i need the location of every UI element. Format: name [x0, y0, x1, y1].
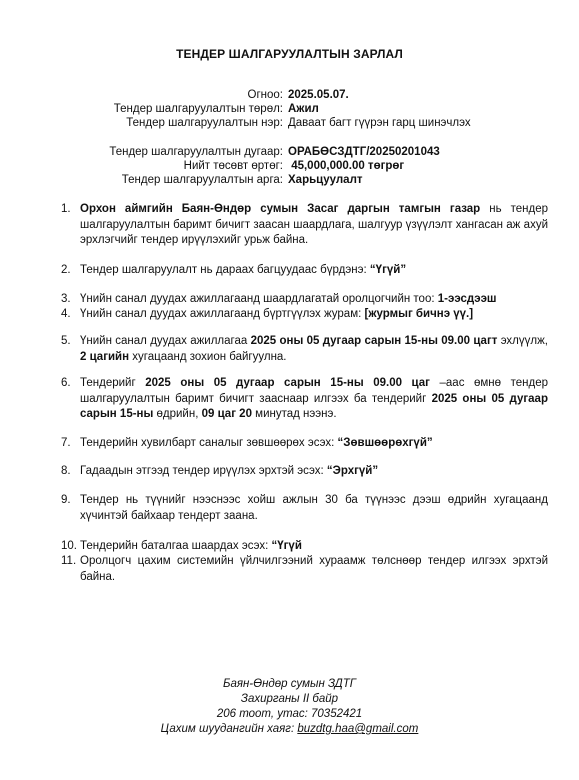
clause-number: 3.: [61, 293, 71, 305]
clause-number: 5.: [61, 335, 71, 347]
clause-text-bold: 09 цаг 20: [201, 408, 252, 420]
info-label: Нийт төсөвт өртөг:: [183, 160, 283, 172]
clause-text-run: Тендерийн баталгаа шаардах эсэх:: [80, 540, 272, 552]
info-value: 45,000,000.00 төгрөг: [288, 160, 405, 172]
footer-email-label: Цахим шуудангийн хаяг:: [160, 723, 298, 735]
clause-text-run: Тендер нь түүнийг нээснээс хойш ажлын 30 ба түүнээс дээш өдрийн хугацаанд хүчинтэй байхаар тендерт заана.: [80, 494, 548, 522]
clause-text-bold: “Үгүй”: [369, 264, 407, 276]
clause-text: [80, 493, 548, 524]
clause-text-run: минутад нээнэ.: [251, 408, 337, 420]
clause-text: [80, 292, 548, 308]
clause-number: 11.: [61, 555, 77, 567]
clause-text-bold: [журмыг бичнэ үү.]: [364, 308, 474, 320]
info-value: ОРАБӨСЗДТГ/20250201043: [288, 146, 440, 158]
clause-text-bold: 2025 оны 05 дугаар сарын 15-ны 09.00 цаг: [145, 377, 430, 389]
clause-text-run: Тендер шалгаруулалт нь дараах багцуудаас бүрдэнэ:: [80, 264, 370, 276]
clause-text-bold: 2025 оны 05 дугаар сарын 15-ны: [80, 392, 548, 420]
clause-number: 7.: [61, 437, 71, 449]
info-row-date: [0, 89, 579, 104]
clause-text-run: Тендерийг: [80, 377, 146, 389]
info-value: Даваат багт гүүрэн гарц шинэчлэх: [288, 117, 471, 129]
clause-text: [80, 436, 548, 452]
clause-text: [80, 464, 548, 480]
footer-room-phone: 206 тоот, утас: 70352421: [216, 708, 363, 720]
clause-text: [80, 334, 548, 365]
email-link[interactable]: buzdtg.haa@gmail.com: [297, 723, 419, 735]
info-label: Тендер шалгаруулалтын төрөл:: [113, 103, 283, 115]
clause-text-run: хугацаанд зохион байгуулна.: [129, 350, 287, 363]
info-label: Тендер шалгаруулалтын дугаар:: [109, 146, 283, 158]
contact-footer: [0, 677, 579, 737]
clause-number: 2.: [61, 264, 71, 276]
clause-text: [80, 539, 548, 555]
clause-text-run: Үнийн санал дуудах ажиллагаанд шаардлагатай оролцогчийн тоо:: [80, 293, 438, 305]
clause-text: [80, 307, 548, 323]
clause-number: 4.: [61, 308, 71, 320]
clause-text: [80, 202, 548, 249]
info-value: Харьцуулалт: [288, 174, 363, 186]
clause-text-run: өдрийн,: [153, 408, 202, 420]
info-value: 2025.05.07.: [288, 89, 349, 101]
clause-text-run: Тендерийн хувилбарт саналыг зөвшөөрөх эсэх:: [80, 437, 338, 449]
clause-text-run: –аас өмнө тендер шалгаруулалтын баримт бичигт зааснаар илгээх ба тендерийг: [80, 377, 548, 405]
clause-text-bold: 2025 оны 05 дугаар сарын 15-ны 09.00 цагт: [250, 335, 498, 347]
info-row-type: [0, 103, 579, 118]
clause-number: 1.: [61, 203, 71, 215]
clause-number: 8.: [61, 465, 71, 477]
info-row-method: [0, 174, 579, 189]
clause-text-bold: “Зөвшөөрөхгүй”: [337, 437, 433, 449]
clause-text-run: Оролцогч цахим системийн үйлчилгээний хураамж төлснөөр тендер илгээх эрхтэй байна.: [80, 555, 548, 583]
clause-text-run: нь тендер шалгаруулалтын баримт бичигт заасан шаардлага, шалгуур үзүүлэлт хангасан аж ахуй эрхлэгчийг тендер ирүүлэхийг урьж байна.: [80, 203, 548, 246]
info-row-number: [0, 146, 579, 161]
clause-text-run: Үнийн санал дуудах ажиллагаанд бүртгүүлэх журам:: [80, 308, 365, 320]
footer-org: Баян-Өндөр сумын ЗДТГ: [222, 678, 357, 690]
clause-text-bold: 1-ээсдээш: [437, 293, 497, 305]
clause-text: [80, 263, 548, 279]
clause-text-run: Үнийн санал дуудах ажиллагаа: [80, 335, 251, 347]
footer-building: Захирганы II байр: [240, 693, 339, 705]
info-label: Тендер шалгаруулалтын арга:: [121, 174, 283, 186]
info-row-name: [0, 117, 579, 132]
clause-number: 9.: [61, 494, 71, 506]
info-label: Тендер шалгаруулалтын нэр:: [126, 117, 283, 129]
info-value: Ажил: [288, 103, 319, 115]
info-label: Огноо:: [247, 89, 283, 101]
clause-text-bold: “Үгүй: [271, 540, 302, 552]
footer-email-line: [0, 722, 579, 737]
clause-text-run: эхлүүлж,: [497, 335, 548, 347]
document-title: ТЕНДЕР ШАЛГАРУУЛАЛТЫН ЗАРЛАЛ: [176, 47, 403, 61]
clause-text-bold: Орхон аймгийн Баян-Өндөр сумын Засаг даргын тамгын газар: [80, 203, 481, 215]
info-row-budget: [0, 160, 579, 175]
clause-number: 6.: [61, 377, 71, 389]
clause-text: [80, 554, 548, 585]
clause-text-bold: 2 цагийн: [80, 350, 130, 363]
clause-text-run: Гадаадын этгээд тендер ирүүлэх эрхтэй эсэх:: [80, 465, 327, 477]
clause-text-bold: “Эрхгүй”: [326, 465, 379, 477]
clause-number: 10.: [61, 540, 77, 552]
clause-text: [80, 376, 548, 423]
